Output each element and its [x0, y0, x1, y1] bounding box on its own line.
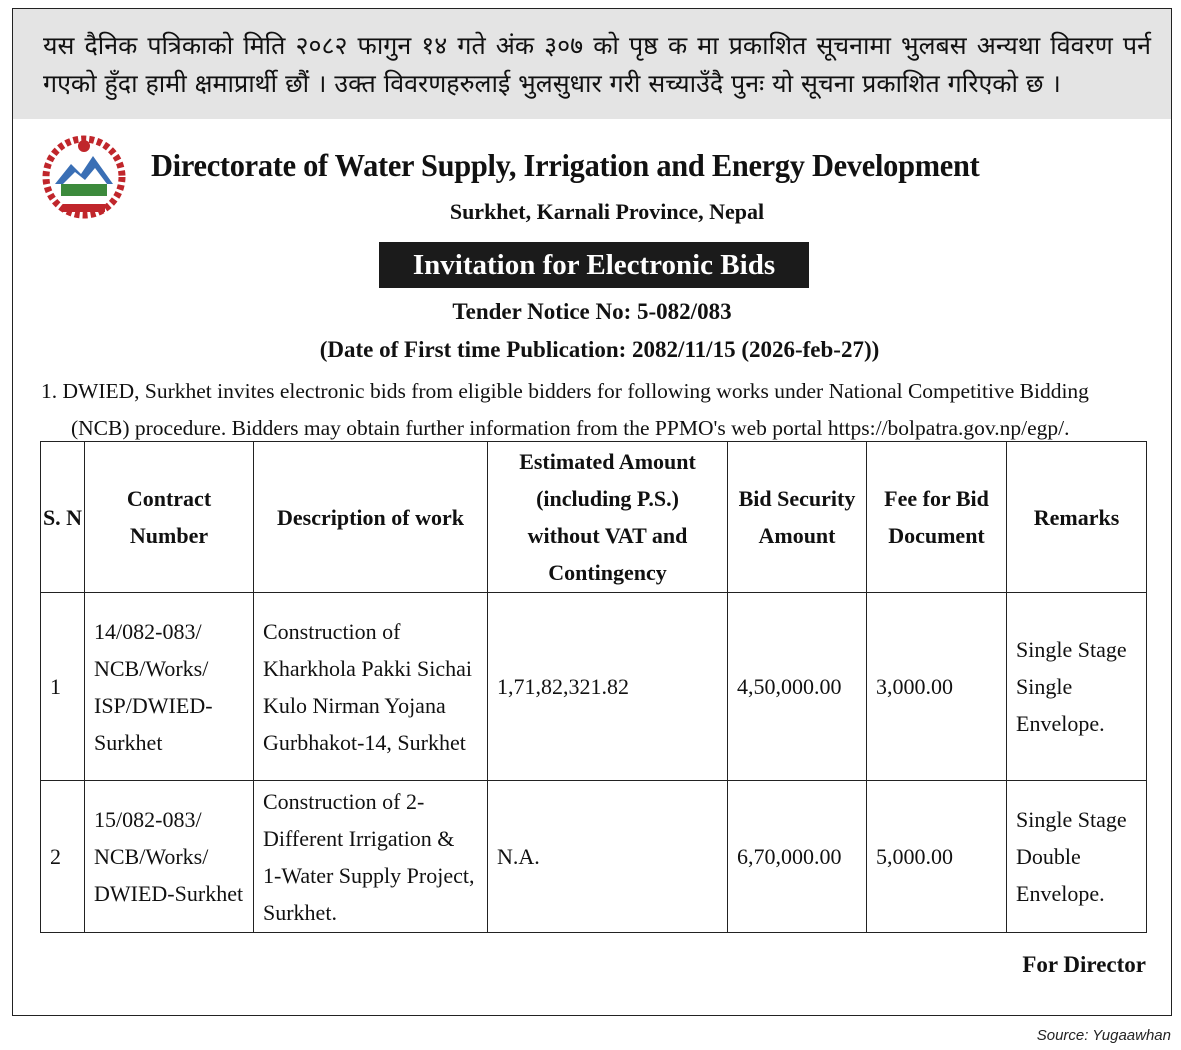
header-sn: S. N: [41, 442, 85, 593]
header-contract: Contract Number: [85, 442, 254, 593]
cell-estimate: N.A.: [488, 781, 728, 933]
organization-name: Directorate of Water Supply, Irrigation and Energy Development: [151, 147, 980, 183]
cell-contract: 14/082-083/ NCB/Works/ ISP/DWIED-Surkhet: [85, 593, 254, 781]
intro-paragraph: [41, 373, 1149, 447]
intro-line-1: 1. DWIED, Surkhet invites electronic bids from eligible bidders for following works under National Competitive Bidding: [41, 379, 1089, 403]
cell-bid-security: 6,70,000.00: [728, 781, 867, 933]
cell-fee: 5,000.00: [867, 781, 1007, 933]
bid-table: [40, 441, 1147, 933]
location-text: Surkhet, Karnali Province, Nepal: [449, 199, 765, 224]
source-credit: Source: Yugaawhan: [1036, 1027, 1171, 1044]
cell-description: Construction of Kharkhola Pakki Sichai Kulo Nirman Yojana Gurbhakot-14, Surkhet: [254, 593, 488, 781]
cell-sn: 1: [41, 593, 85, 781]
table-header-row: [41, 442, 1147, 593]
invitation-banner: Invitation for Electronic Bids: [379, 242, 809, 288]
intro-line-2: (NCB) procedure. Bidders may obtain further information from the PPMO's web portal https://bolpatra.gov.np/egp/.: [71, 416, 1070, 440]
cell-remarks: Single Stage Double Envelope.: [1007, 781, 1147, 933]
cell-fee: 3,000.00: [867, 593, 1007, 781]
header-description: Description of work: [254, 442, 488, 593]
organization-location: [13, 199, 1171, 225]
table-row: [41, 781, 1147, 933]
cell-bid-security: 4,50,000.00: [728, 593, 867, 781]
tender-number: Tender Notice No: 5-082/083: [452, 299, 732, 324]
cell-contract: 15/082-083/ NCB/Works/ DWIED-Surkhet: [85, 781, 254, 933]
header-remarks: Remarks: [1007, 442, 1147, 593]
cell-remarks: Single Stage Single Envelope.: [1007, 593, 1147, 781]
correction-notice: यस दैनिक पत्रिकाको मिति २०८२ फागुन १४ गते अंक ३०७ को पृष्ठ क मा प्रकाशित सूचनामा भुलबस अन्यथा विवरण पर्न गएको हुँदा हामी क्षमाप्रार्थी छौं । उक्त विवरणहरुलाई भुलसुधार गरी सच्याउँदै पुनः यो सूचना प्रकाशित गरिएको छ ।: [13, 9, 1171, 119]
notice-frame: [12, 8, 1172, 1016]
table-row: [41, 593, 1147, 781]
cell-description: Construction of 2-Different Irrigation & 1-Water Supply Project, Surkhet.: [254, 781, 488, 933]
cell-sn: 2: [41, 781, 85, 933]
header-bid-security: Bid Security Amount: [728, 442, 867, 593]
cell-estimate: 1,71,82,321.82: [488, 593, 728, 781]
publication-date: (Date of First time Publication: 2082/11/15 (2026-feb-27)): [319, 337, 880, 362]
header-estimate: Estimated Amount (including P.S.) without VAT and Contingency: [488, 442, 728, 593]
signature: For Director: [1022, 952, 1146, 977]
header-fee: Fee for Bid Document: [867, 442, 1007, 593]
